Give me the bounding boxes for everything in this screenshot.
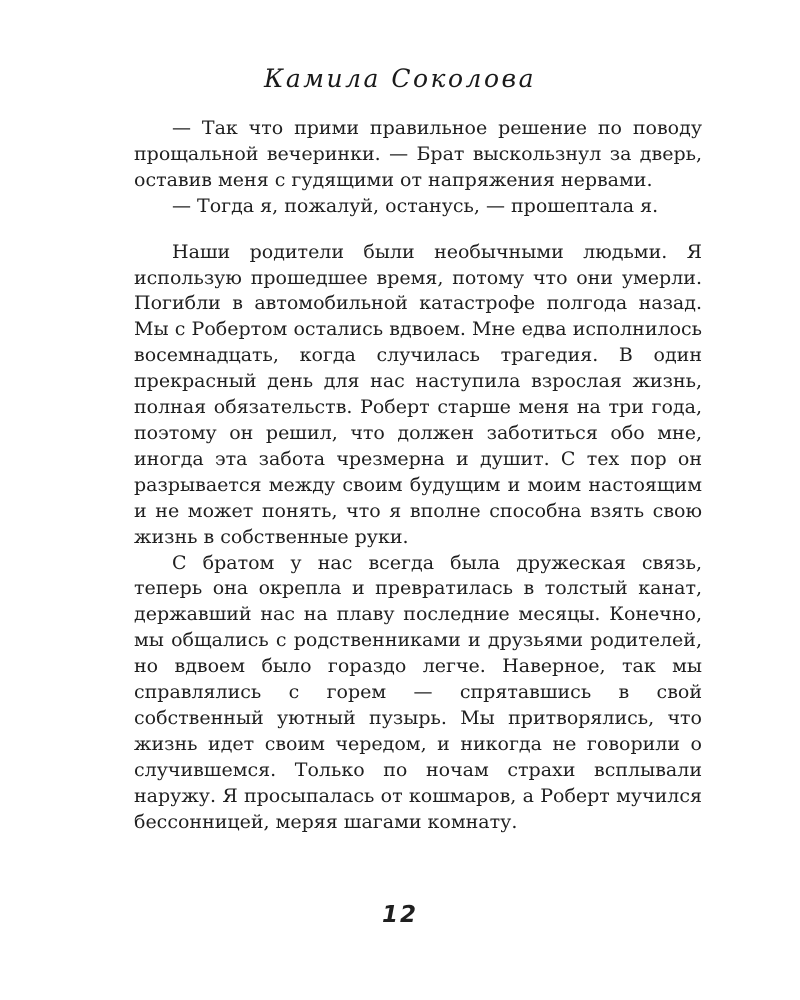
paragraph: С братом у нас всегда была дружеская связь, теперь она окрепла и превратилась в толстый канат, державший нас на плаву последние месяцы. Конечно, мы общались с родственниками и друзьями родителей, но вдвоем было гораздо легче. Наверное, так мы справлялись с горем — спрятавшись в свой собственный уютный пузырь. Мы притворялись, что жизнь идет своим чередом, и никогда не говорили о случившемся. Только по ночам страхи всплывали наружу. Я просыпалась от кошмаров, а Роберт мучился бессонницей, меряя шагами комнату. bbox=[134, 551, 702, 833]
paragraph: — Тогда я, пожалуй, останусь, — прошептала я. bbox=[172, 194, 659, 217]
paragraph: — Так что прими правильное решение по поводу прощальной вечеринки. — Брат выскользнул за дверь, оставив меня с гудящими от напряжения нервами. bbox=[134, 117, 702, 191]
page-body bbox=[134, 116, 702, 835]
paragraph: Наши родители были необычными людьми. Я использую прошедшее время, потому что они умерли. Погибли в автомобильной катастрофе полгода назад. Мы с Робертом остались вдвоем. Мне едва исполнилось восемнадцать, когда случилась трагедия. В один прекрасный день для нас наступила взрослая жизнь, полная обязательств. Роберт старше меня на три года, поэтому он решил, что должен заботиться обо мне, иногда эта забота чрезмерна и душит. С тех пор он разрывается между своим будущим и моим настоящим и не может понять, что я вполне способна взять свою жизнь в собственные руки. bbox=[134, 240, 702, 548]
page-number: 12 bbox=[381, 902, 418, 928]
running-header: Камила Соколова bbox=[264, 64, 536, 93]
